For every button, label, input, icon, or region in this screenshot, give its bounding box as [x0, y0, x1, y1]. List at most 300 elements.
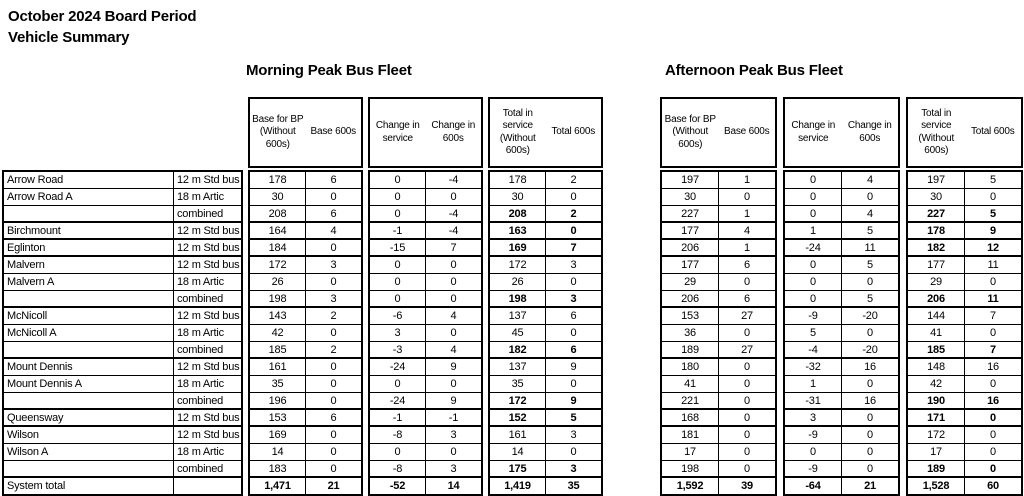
data-row [908, 172, 1021, 189]
value-cell: 168 [662, 410, 719, 425]
column-group [906, 97, 1023, 496]
garage-name-cell [4, 206, 174, 221]
column-group [368, 97, 483, 496]
data-row [908, 223, 1021, 240]
value-cell: 208 [250, 206, 306, 221]
value-cell: 0 [330, 378, 337, 390]
data-row [250, 478, 361, 494]
garage-name-cell: Queensway [4, 410, 174, 425]
value-cell: 0 [867, 191, 873, 203]
value-cell: 6 [744, 292, 750, 305]
value-cell: 30 [250, 189, 306, 205]
column-group-header [488, 97, 603, 168]
value-cell: 35 [250, 376, 306, 392]
label-row [4, 410, 241, 427]
label-row [4, 240, 241, 257]
data-row [785, 274, 898, 291]
value-cell: 0 [370, 172, 426, 188]
value-cell: 227 [908, 206, 965, 221]
value-cell: 11 [987, 259, 999, 271]
data-row [662, 393, 775, 410]
data-row [490, 410, 601, 427]
data-row [250, 308, 361, 325]
value-cell: 14 [250, 444, 306, 460]
vehicle-type-cell: 18 m Artic [177, 327, 224, 339]
data-row [370, 291, 481, 308]
value-cell: 17 [908, 444, 965, 460]
value-cell: 161 [490, 427, 546, 443]
value-cell: -52 [370, 478, 426, 494]
value-cell: 14 [490, 444, 546, 460]
data-row [370, 257, 481, 274]
afternoon-fleet-title: Afternoon Peak Bus Fleet [665, 62, 843, 79]
data-row [908, 189, 1021, 206]
value-cell: 7 [570, 241, 577, 254]
value-cell: 0 [990, 191, 996, 203]
data-row [785, 410, 898, 427]
data-row [785, 172, 898, 189]
value-cell: 184 [250, 240, 306, 255]
data-row [370, 359, 481, 376]
garage-name-cell [4, 291, 174, 306]
value-cell: -24 [785, 240, 842, 255]
data-row [662, 274, 775, 291]
garage-name-cell: Malvern [4, 257, 174, 273]
value-cell: 0 [330, 429, 337, 441]
value-cell: 11 [864, 241, 876, 254]
data-row [370, 376, 481, 393]
value-cell: 0 [990, 446, 996, 458]
data-row [490, 308, 601, 325]
label-row [4, 291, 241, 308]
data-row [490, 444, 601, 461]
vehicle-type-cell: combined [177, 462, 224, 475]
value-cell: 190 [908, 393, 965, 408]
label-row [4, 206, 241, 223]
value-cell: 3 [570, 462, 577, 475]
data-row [250, 325, 361, 342]
data-row [490, 172, 601, 189]
data-row [490, 376, 601, 393]
vehicle-type-cell: 12 m Std bus [177, 310, 240, 322]
value-cell: 5 [867, 292, 873, 305]
data-row [785, 444, 898, 461]
data-row [908, 291, 1021, 308]
value-cell: 5 [867, 259, 873, 271]
value-cell: 0 [570, 327, 577, 339]
value-cell: 16 [864, 394, 876, 407]
column-header-cell: Total 600s [551, 126, 596, 138]
value-cell: 1,592 [662, 478, 719, 494]
data-row [785, 461, 898, 478]
value-cell: 0 [867, 446, 873, 458]
data-row [908, 393, 1021, 410]
value-cell: 0 [330, 361, 337, 373]
value-cell: 0 [370, 206, 426, 221]
vehicle-type-cell: 12 m Std bus [177, 174, 240, 186]
value-cell: 9 [570, 361, 577, 373]
value-cell: 16 [864, 361, 876, 373]
data-row [785, 478, 898, 494]
data-row [250, 291, 361, 308]
value-cell: 198 [490, 291, 546, 306]
data-row [250, 342, 361, 359]
data-row [908, 257, 1021, 274]
data-row [490, 359, 601, 376]
value-cell: 0 [744, 394, 750, 407]
value-cell: 1,471 [250, 478, 306, 494]
value-cell: 21 [864, 480, 876, 492]
page-title-line1: October 2024 Board Period [8, 8, 197, 25]
value-cell: 206 [908, 291, 965, 306]
value-cell: 0 [370, 189, 426, 205]
value-cell: 6 [330, 174, 337, 186]
data-row [662, 461, 775, 478]
value-cell: 17 [662, 444, 719, 460]
garage-name-cell: Malvern A [4, 274, 174, 290]
data-row [785, 342, 898, 359]
value-cell: 45 [490, 325, 546, 341]
value-cell: 0 [570, 378, 577, 390]
value-cell: 172 [490, 257, 546, 273]
value-cell: 0 [330, 394, 337, 407]
value-cell: -1 [370, 223, 426, 238]
data-row [490, 478, 601, 494]
value-cell: 16 [987, 361, 999, 373]
column-header-cell: Base 600s [724, 126, 770, 138]
label-row [4, 376, 241, 393]
garage-labels-column [2, 170, 243, 496]
data-row [370, 274, 481, 291]
data-row [785, 223, 898, 240]
garage-name-cell: Mount Dennis [4, 359, 174, 375]
value-cell: 0 [867, 462, 873, 475]
value-cell: 3 [570, 259, 577, 271]
value-cell: -8 [370, 461, 426, 476]
value-cell: -24 [370, 393, 426, 408]
value-cell: 0 [570, 446, 577, 458]
value-cell: -4 [785, 342, 842, 357]
value-cell: -9 [785, 308, 842, 324]
value-cell: -20 [862, 310, 878, 322]
value-cell: 1 [744, 241, 750, 254]
value-cell: 0 [370, 274, 426, 290]
value-cell: 9 [570, 394, 577, 407]
data-row [370, 393, 481, 410]
value-cell: 4 [450, 343, 457, 356]
value-cell: 26 [250, 274, 306, 290]
garage-name-cell [4, 393, 174, 408]
data-row [662, 444, 775, 461]
value-cell: 6 [744, 259, 750, 271]
column-header-cell: Change in 600s [847, 120, 892, 144]
value-cell: 0 [330, 327, 337, 339]
vehicle-type-cell: 18 m Artic [177, 378, 224, 390]
morning-fleet-section [2, 62, 608, 496]
value-cell: 0 [785, 257, 842, 273]
label-row [4, 359, 241, 376]
garage-name-cell: Mount Dennis A [4, 376, 174, 392]
data-row [370, 172, 481, 189]
value-cell: 14 [447, 480, 460, 492]
label-row [4, 274, 241, 291]
page-title [8, 6, 196, 48]
value-cell: 0 [785, 291, 842, 306]
data-row [908, 325, 1021, 342]
column-group [248, 97, 363, 496]
value-cell: 0 [744, 276, 750, 288]
data-row [662, 291, 775, 308]
vehicle-type-cell: 18 m Artic [177, 276, 224, 288]
value-cell: -24 [370, 359, 426, 375]
column-header-cell: Base for BP (Without 600s) [664, 113, 716, 150]
value-cell: -9 [785, 427, 842, 443]
column-group-body [660, 170, 777, 496]
data-row [490, 393, 601, 410]
value-cell: -64 [785, 478, 842, 494]
vehicle-type-cell: 18 m Artic [177, 191, 224, 203]
data-row [908, 427, 1021, 444]
value-cell: 221 [662, 393, 719, 408]
value-cell: 2 [570, 174, 577, 186]
data-row [490, 291, 601, 308]
value-cell: 5 [990, 174, 996, 186]
data-row [908, 308, 1021, 325]
column-header-cell: Total in service (Without 600s) [499, 107, 536, 156]
vehicle-type-cell: 12 m Std bus [177, 411, 240, 424]
data-row [370, 206, 481, 223]
column-group-body [906, 170, 1023, 496]
column-group [488, 97, 603, 496]
label-row [4, 308, 241, 325]
value-cell: 1 [785, 223, 842, 238]
data-row [908, 444, 1021, 461]
vehicle-type-cell: combined [177, 207, 224, 220]
value-cell: 0 [867, 411, 873, 424]
value-cell: 7 [450, 241, 457, 254]
column-header-cell: Change in 600s [431, 120, 476, 144]
data-row [785, 393, 898, 410]
value-cell: 21 [327, 480, 340, 492]
label-row [4, 461, 241, 478]
value-cell: 9 [990, 224, 996, 237]
value-cell: -1 [448, 411, 459, 424]
data-row [662, 427, 775, 444]
value-cell: 3 [330, 259, 337, 271]
value-cell: 178 [250, 172, 306, 188]
value-cell: 29 [662, 274, 719, 290]
value-cell: 3 [330, 292, 337, 305]
value-cell: 41 [908, 325, 965, 341]
value-cell: 0 [744, 327, 750, 339]
value-cell: 189 [662, 342, 719, 357]
data-row [370, 444, 481, 461]
value-cell: 183 [250, 461, 306, 476]
value-cell: 0 [570, 276, 577, 288]
data-row [250, 206, 361, 223]
value-cell: 0 [570, 191, 577, 203]
vehicle-type-cell: combined [177, 292, 224, 305]
value-cell: 206 [662, 240, 719, 255]
data-row [370, 410, 481, 427]
garage-name-cell: Arrow Road A [4, 189, 174, 205]
column-group [660, 97, 777, 496]
data-row [785, 240, 898, 257]
value-cell: 3 [570, 429, 577, 441]
value-cell: -4 [448, 224, 459, 237]
value-cell: -4 [448, 207, 459, 220]
page-title-line2: Vehicle Summary [8, 29, 130, 46]
data-row [490, 223, 601, 240]
value-cell: 60 [987, 480, 999, 492]
label-row [4, 393, 241, 410]
data-row [370, 240, 481, 257]
data-row [250, 393, 361, 410]
data-row [490, 325, 601, 342]
data-row [785, 325, 898, 342]
data-row [370, 461, 481, 478]
value-cell: 178 [490, 172, 546, 188]
value-cell: 0 [330, 276, 337, 288]
column-group-header [783, 97, 900, 168]
value-cell: 137 [490, 308, 546, 324]
value-cell: 29 [908, 274, 965, 290]
value-cell: 4 [867, 174, 873, 186]
value-cell: 185 [250, 342, 306, 357]
value-cell: 0 [744, 429, 750, 441]
column-header-cell: Total 600s [970, 126, 1015, 138]
data-row [370, 478, 481, 494]
value-cell: 208 [490, 206, 546, 221]
data-row [250, 189, 361, 206]
data-row [662, 257, 775, 274]
data-row [785, 359, 898, 376]
data-row [785, 376, 898, 393]
data-row [370, 308, 481, 325]
value-cell: -3 [370, 342, 426, 357]
vehicle-type-cell: 12 m Std bus [177, 259, 240, 271]
value-cell: 198 [662, 461, 719, 476]
label-row [4, 223, 241, 240]
value-cell: 5 [990, 207, 996, 220]
value-cell: 0 [370, 376, 426, 392]
value-cell: -15 [370, 240, 426, 255]
value-cell: 0 [744, 191, 750, 203]
value-cell: -8 [370, 427, 426, 443]
value-cell: 9 [450, 361, 457, 373]
value-cell: 0 [785, 274, 842, 290]
value-cell: 164 [250, 223, 306, 238]
value-cell: 0 [867, 378, 873, 390]
value-cell: 153 [662, 308, 719, 324]
column-header-cell: Base for BP (Without 600s) [252, 113, 304, 150]
data-row [662, 325, 775, 342]
data-row [662, 189, 775, 206]
value-cell: -9 [785, 461, 842, 476]
value-cell: 143 [250, 308, 306, 324]
value-cell: 7 [990, 343, 996, 356]
value-cell: 27 [741, 310, 753, 322]
value-cell: 177 [662, 257, 719, 273]
value-cell: 0 [990, 462, 996, 475]
value-cell: 0 [370, 257, 426, 273]
value-cell: 177 [908, 257, 965, 273]
label-row [4, 427, 241, 444]
value-cell: 4 [744, 224, 750, 237]
vehicle-type-cell: combined [177, 394, 224, 407]
value-cell: 172 [908, 427, 965, 443]
value-cell: 182 [490, 342, 546, 357]
data-row [250, 461, 361, 478]
vehicle-type-cell: 12 m Std bus [177, 361, 240, 373]
value-cell: 0 [744, 411, 750, 424]
value-cell: 180 [662, 359, 719, 375]
morning-fleet-table [2, 97, 608, 496]
garage-name-cell: Wilson A [4, 444, 174, 460]
data-row [662, 478, 775, 494]
value-cell: 198 [250, 291, 306, 306]
value-cell: 0 [867, 327, 873, 339]
data-row [908, 410, 1021, 427]
data-row [662, 206, 775, 223]
garage-name-cell: System total [4, 478, 174, 494]
data-row [490, 189, 601, 206]
value-cell: 175 [490, 461, 546, 476]
value-cell: 144 [908, 308, 965, 324]
garage-name-cell [4, 342, 174, 357]
value-cell: 30 [662, 189, 719, 205]
value-cell: 0 [990, 429, 996, 441]
value-cell: 0 [744, 462, 750, 475]
data-row [370, 223, 481, 240]
data-row [662, 223, 775, 240]
value-cell: 0 [330, 446, 337, 458]
data-row [250, 444, 361, 461]
value-cell: 0 [867, 276, 873, 288]
value-cell: 0 [867, 429, 873, 441]
value-cell: 0 [744, 361, 750, 373]
vehicle-type-cell: 12 m Std bus [177, 429, 240, 441]
value-cell: 3 [785, 410, 842, 425]
value-cell: 0 [990, 378, 996, 390]
garage-name-cell: Arrow Road [4, 172, 174, 188]
value-cell: 0 [450, 292, 457, 305]
data-row [662, 342, 775, 359]
column-group-header [248, 97, 363, 168]
label-row [4, 478, 241, 494]
value-cell: 177 [662, 223, 719, 238]
data-row [490, 461, 601, 478]
vehicle-type-cell: 12 m Std bus [177, 241, 240, 254]
morning-fleet-title: Morning Peak Bus Fleet [246, 62, 412, 79]
value-cell: 206 [662, 291, 719, 306]
value-cell: 0 [450, 276, 457, 288]
vehicle-type-cell: 18 m Artic [177, 446, 224, 458]
data-row [785, 427, 898, 444]
data-row [490, 274, 601, 291]
data-row [908, 461, 1021, 478]
data-row [662, 376, 775, 393]
value-cell: -31 [785, 393, 842, 408]
value-cell: 1,528 [908, 478, 965, 494]
data-row [370, 189, 481, 206]
value-cell: 11 [987, 292, 999, 305]
value-cell: -1 [370, 410, 426, 425]
value-cell: 0 [330, 241, 337, 254]
garage-name-cell: Birchmount [4, 223, 174, 238]
value-cell: 0 [450, 378, 457, 390]
value-cell: 1 [744, 174, 750, 186]
